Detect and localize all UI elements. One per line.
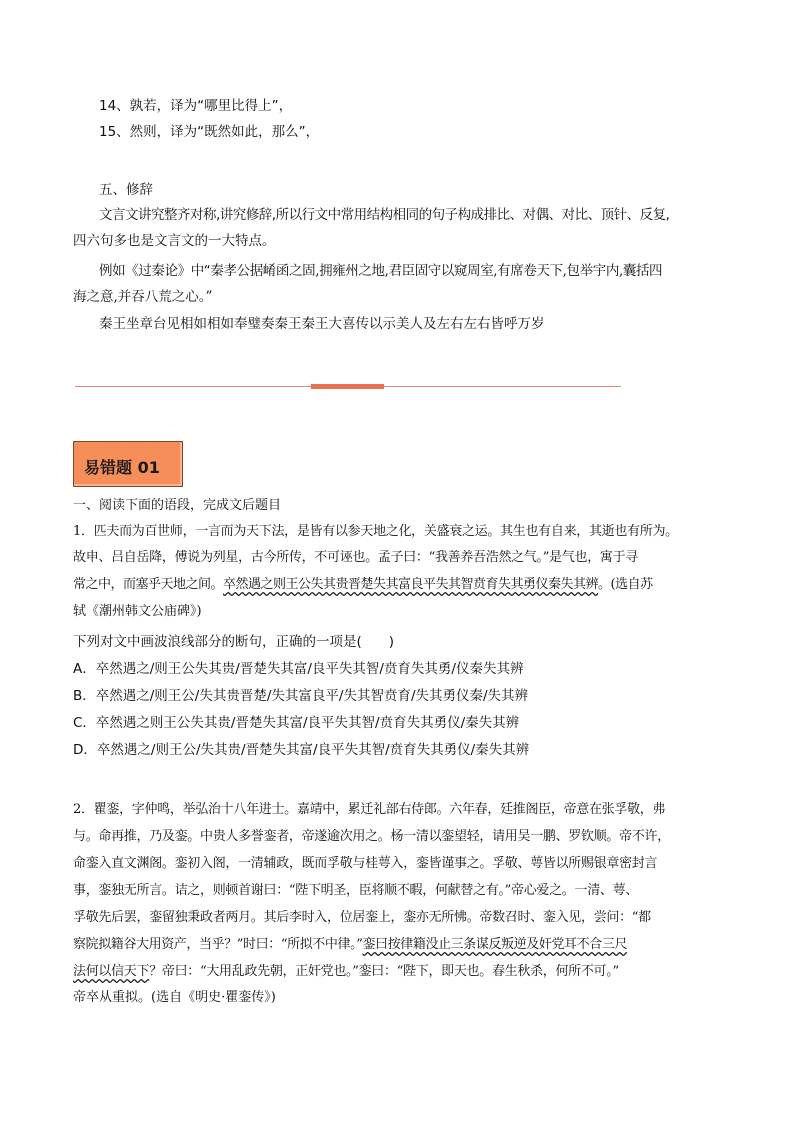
question-1-passage-line-3 [73,575,653,595]
badge-label: 易错题 01 [84,458,160,477]
rhetoric-exercise-text: 秦王坐章台见相如相如奉璧奏秦王秦王大喜传以示美人及左右左右皆呼万岁 [99,316,545,332]
passage-3-end: 。(选自苏 [598,577,653,592]
passage-7-end: ？帝曰：“大用乱政先朝，正奸党也。”銮曰：“陛下，即天也。春生秋杀，何所不可。” [149,964,619,979]
rhetoric-example-line-1 [99,261,662,281]
question-1-prompt: 下列对文中画波浪线部分的断句，正确的一项是( ) [73,634,395,650]
wavy-underlined-passage-2a: 銮曰按律籍没止三条谋反叛逆及奸党耳不合三尺 [362,937,628,952]
error-question-badge [73,441,183,487]
rhetoric-heading: 五、修辞 [99,182,153,198]
wavy-underlined-passage: 卒然遇之则王公失其贵晋楚失其富良平失其智贲育失其勇仪秦失其辨 [223,577,599,592]
example-quote: 秦孝公据崤函之固,拥雍州之地,君臣固守以窥周室,有席卷天下,包举宇内,囊括四 [210,263,663,279]
question-2-line-5: 孚敬先后罢，銮留独秉政者两月。其后李时入，位居銮上，銮亦无所怫。帝数召时、銮入见，尝问：“都 [73,910,651,925]
note-item-14: 14、孰若，译为“哪里比得上”， [99,98,293,114]
option-d: D．卒然遇之/则王公/失其贵/晋楚失其富/良平失其智/贲育失其勇仪/秦失其辨 [73,742,530,758]
passage-3-start: 常之中，而塞乎天地之间。 [73,577,224,592]
option-a: A．卒然遇之/则王公失其贵/晋楚失其富/良平失其智/贲育失其勇/仪秦失其辨 [73,661,524,677]
question-2-source: 帝卒从重拟。(选自《明史·瞿銮传》) [73,990,276,1005]
passage-6-start: 察院拟籍谷大用资产，当乎？”时曰：“所拟不中律。” [73,937,363,952]
rhetoric-paragraph-1: 文言文讲究整齐对称,讲究修辞,所以行文中常用结构相同的句子构成排比、对偶、对比、顶针、反复, [99,207,670,223]
question-2-line-7 [73,962,619,982]
option-c: C．卒然遇之则王公失其贵/晋楚失其富/良平失其智/贲育失其勇仪/秦失其辨 [73,715,520,731]
section-divider-accent [311,384,384,389]
question-1-passage-line-1: 1．匹夫而为百世师，一言而为天下法，是皆有以参天地之化，关盛衰之运。其生也有自来，其逝也有所为。 [73,524,678,539]
question-2-line-6 [73,935,627,955]
rhetoric-example-line-2: 海之意,并吞八荒之心。” [73,289,213,305]
question-2-line-4: 事，銮独无所言。诘之，则顿首谢曰：“陛下明圣，臣将顺不暇，何献替之有。”帝心爱之。一清、萼、 [73,883,638,898]
example-prefix: 例如《过秦论》中“ [99,263,211,279]
question-2-line-3: 命銮入直文渊阁。銮初入阁，一清辅政，既而孚敬与桂萼入，銮皆谨事之。孚敬、萼皆以所赐银章密封言 [73,856,658,871]
question-1-passage-line-2: 故申、吕自岳降，傅说为列星，古今所传，不可诬也。孟子曰：“我善养吾浩然之气。”是气也，寓于寻 [73,550,638,565]
option-b: B．卒然遇之/则王公/失其贵晋楚/失其富良平/失其智贲育/失其勇仪秦/失其辨 [73,688,529,704]
question-1-intro: 一、阅读下面的语段，完成文后题目 [73,498,282,513]
rhetoric-paragraph-1-cont: 四六句多也是文言文的一大特点。 [73,233,276,249]
note-item-15: 15、然则，译为“既然如此，那么”， [99,124,320,140]
question-1-source: 轼《潮州韩文公庙碑》) [73,604,202,619]
question-2-line-2: 与。命再推，乃及銮。中贵人多誉銮者，帝遂逾次用之。杨一清以銮望轻，请用吴一鹏、罗钦顺。帝不许， [73,829,670,844]
question-2-line-1: 2．瞿銮，字仲鸣，举弘治十八年进士。嘉靖中，累迁礼部右侍郎。六年春，廷推阁臣，帝意在张孚敬，弗 [73,802,666,817]
wavy-underlined-passage-2b: 法何以信天下 [73,964,150,979]
